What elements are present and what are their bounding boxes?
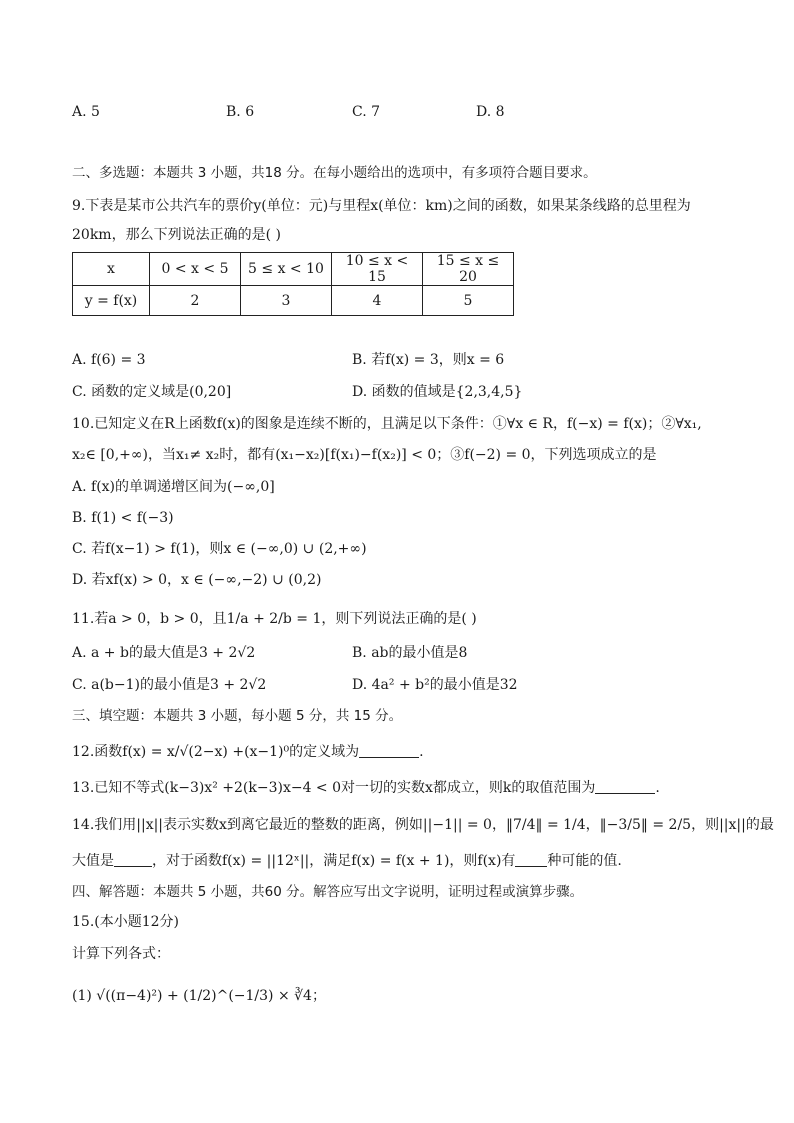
table-cell: 5 <box>423 286 514 316</box>
q10-option-b: B. f(1) < f(−3) <box>72 510 174 526</box>
table-header-cell: 10 ≤ x < 15 <box>332 253 423 286</box>
q14-line1: 14.我们用||x||表示实数x到离它最近的整数的距离，例如||−1|| = 0，‖7/4‖ = 1/4，‖−3/5‖ = 2/5，则||x||的最 <box>72 817 774 833</box>
q9-option-a: A. f(6) = 3 <box>72 352 146 368</box>
q8-option-a: A. 5 <box>72 104 100 120</box>
section4-header: 四、解答题：本题共 5 小题，共60 分。解答应写出文字说明，证明过程或演算步骤。 <box>72 884 584 900</box>
q10-stem-line2: x₂∈ [0,+∞)，当x₁≠ x₂时，都有(x₁−x₂)[f(x₁)−f(x₂)] < 0；③f(−2) = 0，下列选项成立的是 <box>72 447 657 463</box>
q13-answer-blank[interactable] <box>595 779 655 794</box>
q8-option-c: C. 7 <box>352 104 381 120</box>
table-cell: 4 <box>332 286 423 316</box>
q14-line2-b: ，对于函数f(x) = ||12ˣ||，满足f(x) = f(x + 1)，则f(x)有 <box>152 853 516 869</box>
q15-title: 15.(本小题12分) <box>72 914 180 930</box>
q9-option-c: C. 函数的定义域是(0,20] <box>72 384 232 400</box>
q9-option-d: D. 函数的值域是{2,3,4,5} <box>352 384 523 400</box>
table-cell: 3 <box>241 286 332 316</box>
q12-answer-blank[interactable] <box>359 743 419 758</box>
table-header-cell: 15 ≤ x ≤ 20 <box>423 253 514 286</box>
q10-option-d: D. 若xf(x) > 0，x ∈ (−∞,−2) ∪ (0,2) <box>72 572 322 588</box>
q11-option-a: A. a + b的最大值是3 + 2√2 <box>72 645 256 661</box>
q10-option-c: C. 若f(x−1) > f(1)，则x ∈ (−∞,0) ∪ (2,+∞) <box>72 541 367 557</box>
q11-option-d: D. 4a² + b²的最小值是32 <box>352 677 518 693</box>
table-header-cell: 0 < x < 5 <box>150 253 241 286</box>
q8-option-d: D. 8 <box>476 104 505 120</box>
q12-suffix: . <box>419 744 424 760</box>
q13-line <box>72 778 660 798</box>
q10-stem-line1: 10.已知定义在R上函数f(x)的图象是连续不断的，且满足以下条件：①∀x ∈ R，f(−x) = f(x)；②∀x₁, <box>72 416 702 432</box>
q9-stem-line1: 9.下表是某市公共汽车的票价y(单位：元)与里程x(单位：km)之间的函数，如果某条线路的总里程为 <box>72 198 691 214</box>
table-header-cell: x <box>73 253 150 286</box>
q8-options <box>72 102 732 122</box>
q12-prefix: 12.函数f(x) = x/√(2−x) +(x−1)⁰的定义域为 <box>72 744 360 760</box>
table-row <box>73 253 514 286</box>
q11-stem: 11.若a > 0，b > 0，且1/a + 2/b = 1，则下列说法正确的是( ) <box>72 611 477 627</box>
q15-part1: (1) √((π−4)²) + (1/2)^(−1/3) × ∛4； <box>72 988 326 1004</box>
section3-header: 三、填空题：本题共 3 小题，每小题 5 分，共 15 分。 <box>72 708 403 724</box>
q15-intro: 计算下列各式： <box>72 946 170 962</box>
q14-line2-c: 种可能的值. <box>547 853 622 869</box>
q8-option-b: B. 6 <box>226 104 255 120</box>
q9-option-b: B. 若f(x) = 3，则x = 6 <box>352 352 505 368</box>
q14-line2 <box>72 851 622 871</box>
q13-prefix: 13.已知不等式(k−3)x² +2(k−3)x−4 < 0对一切的实数x都成立，则k的取值范围为 <box>72 780 596 796</box>
q14-answer-blank-2[interactable] <box>515 852 547 867</box>
section2-header: 二、多选题：本题共 3 小题，共18 分。在每小题给出的选项中，有多项符合题目要求。 <box>72 165 597 181</box>
q11-option-c: C. a(b−1)的最小值是3 + 2√2 <box>72 677 267 693</box>
q14-line2-a: 大值是 <box>72 853 114 869</box>
table-cell: y = f(x) <box>73 286 150 316</box>
q12-line <box>72 742 424 762</box>
table-row <box>73 286 514 316</box>
table-header-cell: 5 ≤ x < 10 <box>241 253 332 286</box>
q13-suffix: . <box>655 780 660 796</box>
q9-stem-line2: 20km，那么下列说法正确的是( ) <box>72 227 281 243</box>
q10-option-a: A. f(x)的单调递增区间为(−∞,0] <box>72 479 275 495</box>
q11-option-b: B. ab的最小值是8 <box>352 645 468 661</box>
q14-answer-blank-1[interactable] <box>114 852 152 867</box>
table-cell: 2 <box>150 286 241 316</box>
fare-table <box>72 252 514 316</box>
